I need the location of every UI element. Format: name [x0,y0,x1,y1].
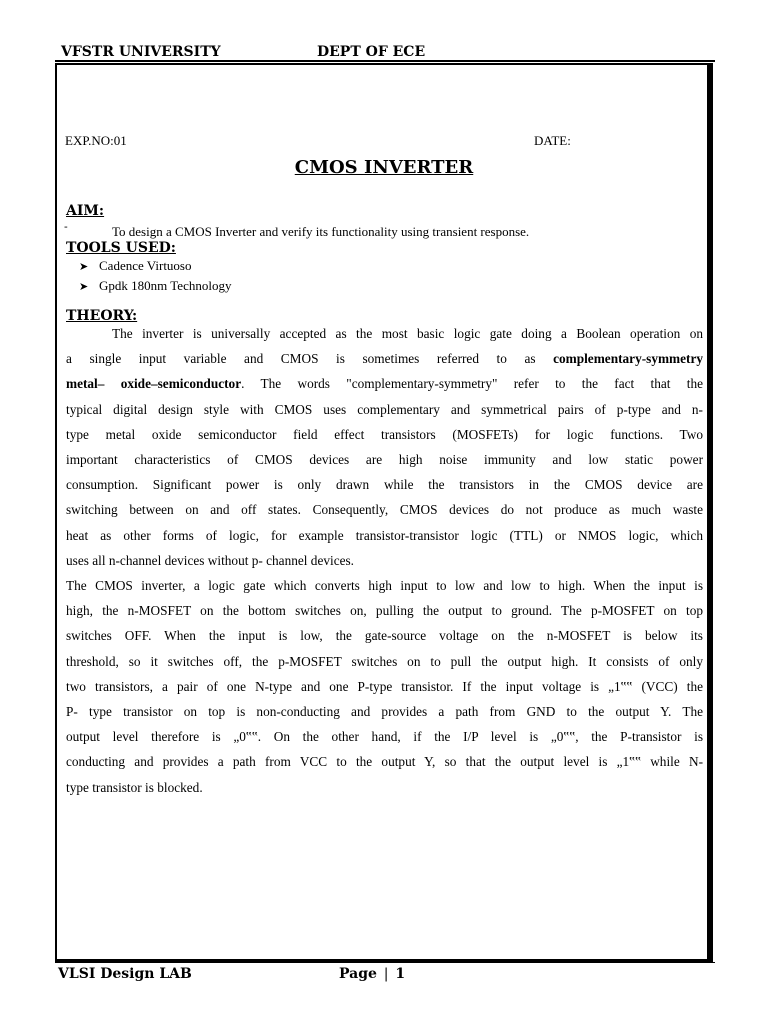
arrow-bullet-icon: ➤ [79,261,89,273]
page-separator: | [383,966,389,982]
text-line: output level therefore is „0‟‟. On the other hand, if the I/P level is „0‟‟, the P-transistor is [66,729,703,745]
footer-lab-name: VLSI Design LAB [58,966,192,982]
page-number [339,966,405,982]
text-line: type metal oxide semiconductor field effect transistors (MOSFETs) for logic functions. Two [66,426,703,442]
page-title: CMOS INVERTER [294,157,474,178]
bold-term: metal– oxide–semiconductor [66,376,242,392]
page-number-value: 1 [395,966,406,982]
date-label: DATE: [534,133,571,148]
text-line: two transistors, a pair of one N-type and one P-type transistor. If the input voltage is „1‟‟ (VCC) the [66,678,703,694]
aim-text: To design a CMOS Inverter and verify its functionality using transient response. [112,224,530,239]
text-line: switching between on and off states. Consequently, CMOS devices do not produce as much waste [66,502,703,518]
header-university: VFSTR UNIVERSITY [61,44,221,60]
text-line: P- type transistor on top is non-conducting and provides a path from GND to the output Y. The [66,703,703,719]
aim-dash-marker: - [64,220,68,233]
text-line: The CMOS inverter, a logic gate which converts high input to low and low to high. When the input is [66,578,703,593]
theory-paragraph-1 [66,321,703,573]
aim-heading: AIM: [66,203,105,219]
text-line: important characteristics of CMOS devices are high noise immunity and low static power [66,451,703,467]
list-item [79,258,192,274]
tool-item-label: Gpdk 180nm Technology [99,278,232,293]
text-line: conducting and provides a path from VCC to the output Y, so that the output level is „1‟‟ while N- [66,754,703,770]
text-line: a single input variable and CMOS is sometimes referred to as complementary-symmetry [66,351,703,367]
theory-heading: THEORY: [66,308,138,324]
theory-paragraph-2 [66,573,703,800]
text-line: typical digital design style with CMOS uses complementary and symmetrical pairs of p-type and n- [66,401,703,417]
list-item [79,278,231,294]
text-line: switches OFF. When the input is low, the gate-source voltage on the n-MOSFET is below its [66,628,703,644]
text-line: threshold, so it switches off, the p-MOSFET switches on to pull the output high. It consists of only [66,653,703,669]
text-line: heat as other forms of logic, for example transistor-transistor logic (TTL) or NMOS logic, which [66,527,703,543]
experiment-number: EXP.NO:01 [65,133,127,148]
text-line: uses all n-channel devices without p- channel devices. [66,552,354,568]
text-line: type transistor is blocked. [66,779,203,795]
text-line: The inverter is universally accepted as the most basic logic gate doing a Boolean operation on [112,326,703,341]
footer-rule [55,962,715,963]
tools-heading: TOOLS USED: [66,240,176,256]
header-rule [55,60,715,62]
arrow-bullet-icon: ➤ [79,281,89,293]
header-department: DEPT OF ECE [317,44,426,60]
text-line: consumption. Significant power is only drawn while the transistors in the CMOS device are [66,477,703,493]
tool-item-label: Cadence Virtuoso [99,258,192,273]
text-line: high, the n-MOSFET on the bottom switches on, pulling the output to ground. The p-MOSFET on top [66,603,703,619]
page-label: Page [339,966,377,982]
text-line: metal– oxide–semiconductor. The words "complementary-symmetry" refer to the fact that the [66,376,703,392]
bold-term: complementary-symmetry [553,351,703,367]
